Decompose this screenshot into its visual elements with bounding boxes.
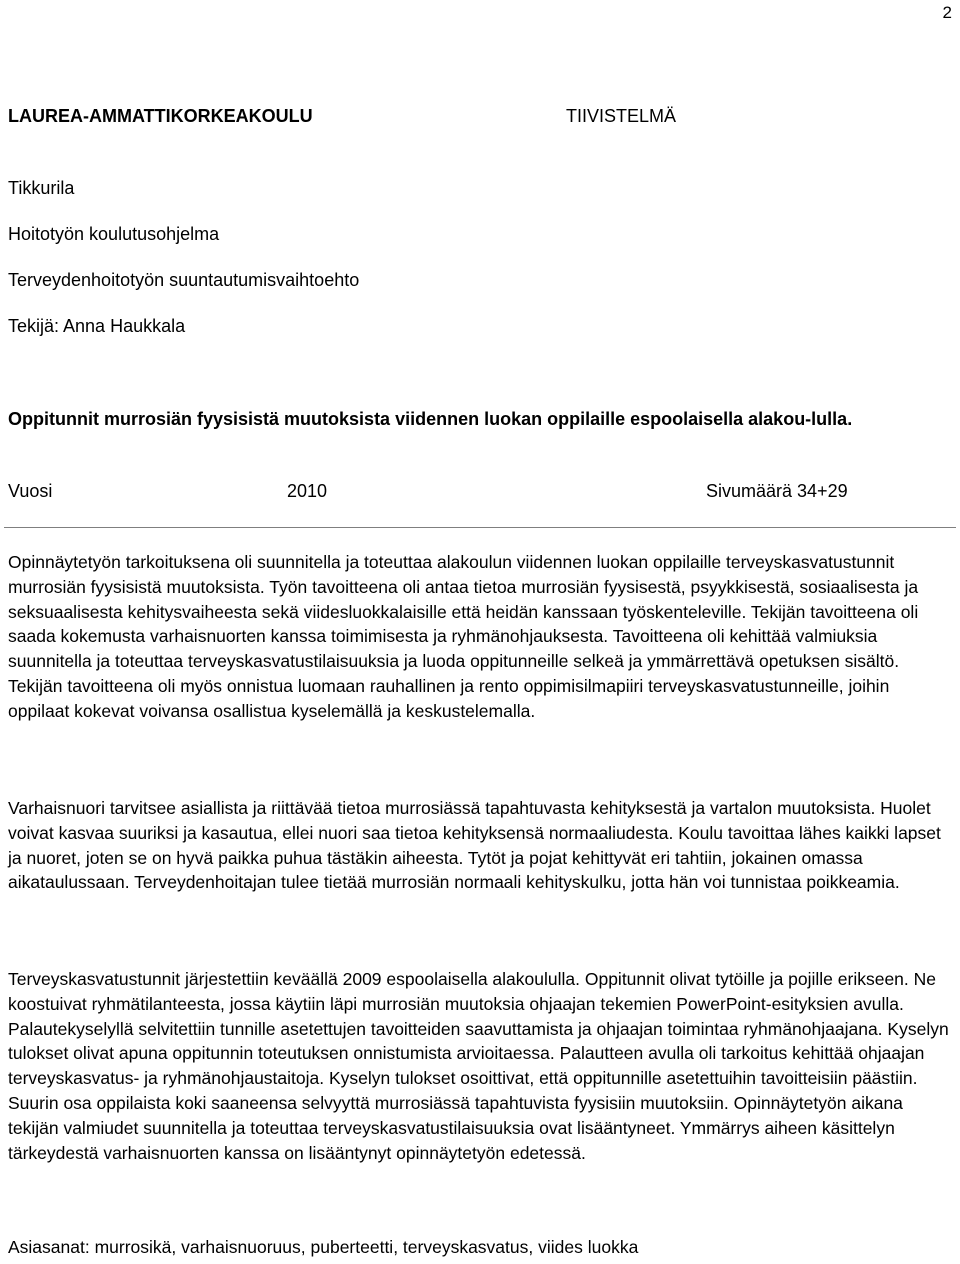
- specialization: Terveydenhoitotyön suuntautumisvaihtoehto: [8, 270, 360, 290]
- keywords: Asiasanat: murrosikä, varhaisnuoruus, puberteetti, terveyskasvatus, viides luokka: [8, 1237, 639, 1257]
- abstract-paragraph-2: Varhaisnuori tarvitsee asiallista ja riittävää tietoa murrosiässä tapahtuvasta kehityksestä ja vartalon muutoksista. Huolet voivat kasvaa suuriksi ja kasautua, ellei nuori saa tietoa kehityksensä normaaliudesta. Koulu tavoittaa lähes kaikki lapset ja nuoret, joten se on hyvä paikka puhua tästäkin aiheesta. Tytöt ja pojat kehittyvät eri tahtiin, jokainen omassa aikataulussaan. Terveydenhoitajan tulee tietää murrosiän normaali kehityskulku, jotta hän voi tunnistaa poikkeamia.: [8, 798, 941, 893]
- author: Tekijä: Anna Haukkala: [8, 316, 186, 336]
- abstract-paragraph-3: Terveyskasvatustunnit järjestettiin keväällä 2009 espoolaisella alakoululla. Oppitunnit olivat tytöille ja pojille erikseen. Ne koostuivat ryhmätilanteesta, jossa käytiin läpi murrosiän muutoksia ohjaajan tekemien PowerPoint-esityksien avulla. Palautekyselyllä selvitettiin tunnille asetettujen tavoitteiden saavuttamista ja ohjaajan toimintaa ryhmänohjaajana. Kyselyn tulokset olivat apuna oppitunnin toteutuksen onnistumista arvioitaessa. Palautteen avulla oli tarkoitus kehittää ohjaajan terveyskasvatus- ja ryhmänohjaustaitoja. Kyselyn tulokset osoittivat, että oppitunnille asetettuihin tavoitteisiin päästiin. Suurin osa oppilaista koki saaneensa selvyyttä murrosiässä tapahtuvista fyysisiin muutoksiin. Opinnäytetyön aikana tekijän valmiudet suunnitella ja toteuttaa terveyskasvatustilaisuuksia ovat lisääntyneet. Ymmärrys aiheen käsittelyn tärkeydestä varhaisnuorten kanssa on lisääntynyt opinnäytetyön edetessä.: [8, 969, 949, 1163]
- abstract-paragraph-1: Opinnäytetyön tarkoituksena oli suunnitella ja toteuttaa alakoulun viidennen luokan oppilaille terveyskasvatustunnit murrosiän fyysisistä muutoksista. Työn tavoitteena oli antaa tietoa murrosiän fyysisestä, psyykkisestä, sosiaalisesta ja seksuaalisesta kehitysvaiheesta sekä viidesluokkalaisille että heidän kanssaan työskenteleville. Tekijän tavoitteena oli saada kokemusta varhaisnuorten kanssa toimimisesta ja ryhmänohjauksesta. Tavoitteena oli kehittää valmiuksia suunnitella ja toteuttaa terveyskasvatustilaisuuksia ja luoda oppitunneille selkeä ja ymmärrettävä opetuksen sisältö. Tekijän tavoitteena oli myös onnistua luomaan rauhallinen ja rento oppimisilmapiiri terveyskasvatustunneille, joihin oppilaat kokevat voivansa osallistua kyselemällä ja keskustelemalla.: [8, 552, 919, 721]
- thesis-title: Oppitunnit murrosiän fyysisistä muutoksista viidennen luokan oppilaille espoolaisella alakou-lulla.: [8, 409, 853, 429]
- institution-name: LAUREA-AMMATTIKORKEAKOULU: [8, 106, 313, 126]
- year-value: 2010: [287, 481, 328, 501]
- degree-programme: Hoitotyön koulutusohjelma: [8, 224, 220, 244]
- divider: [4, 527, 956, 528]
- campus: Tikkurila: [8, 178, 75, 198]
- page-number: 2: [942, 3, 952, 22]
- document-type: TIIVISTELMÄ: [566, 106, 677, 126]
- page-count: Sivumäärä 34+29: [706, 481, 848, 501]
- year-label: Vuosi: [8, 481, 53, 501]
